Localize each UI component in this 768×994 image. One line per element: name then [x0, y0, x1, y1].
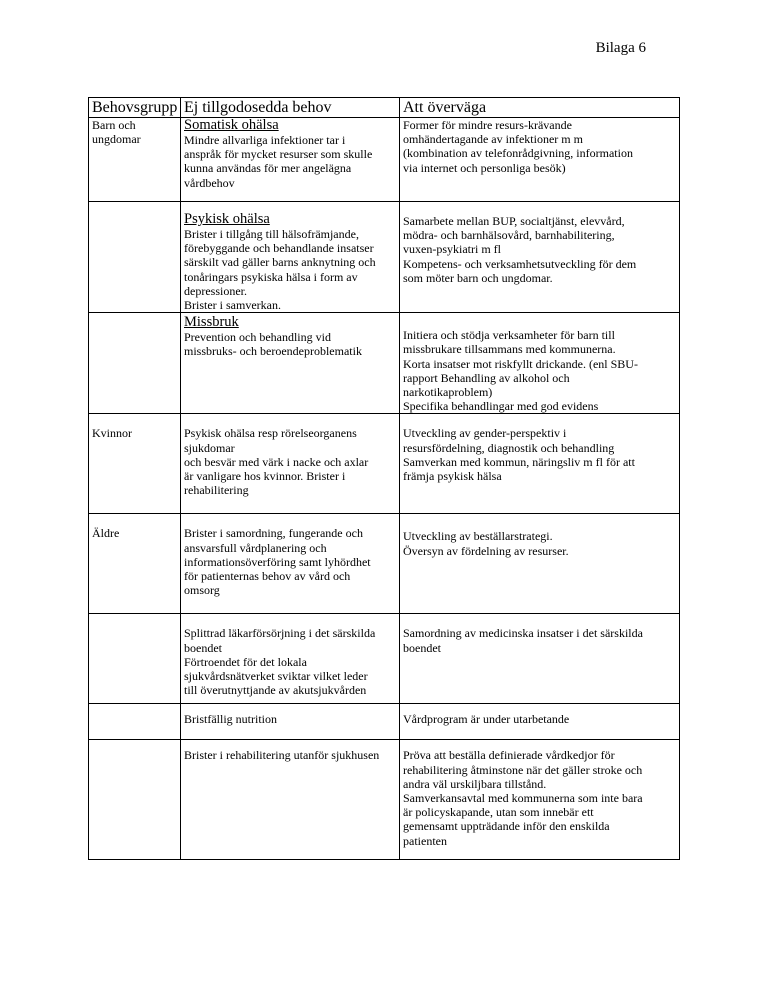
group-label: Barn och ungdomar [92, 118, 141, 147]
group-label: Äldre [92, 526, 120, 541]
page-header: Bilaga 6 [595, 40, 646, 56]
need-cell [181, 118, 400, 202]
need-text: Brister i samordning, fungerande och ansvarsfull vårdplanering och informationsöverföring samt lyhördhet för patienternas behov av vård och omsorg [184, 526, 371, 598]
consider-cell [400, 313, 680, 414]
consider-text: Pröva att beställa definierade vårdkedjor för rehabilitering åtminstone när det gäller stroke och andra väl urskiljbara tillstånd. Samverkansavtal med kommunerna som inte bara är policyskapande, utan som innebär ett gemensamt uppträdande inför den enskilda patienten [403, 748, 643, 848]
need-cell [181, 202, 400, 313]
consider-text: Utveckling av gender-perspektiv i resursfördelning, diagnostik och behandling Samverkan med kommun, näringsliv m fl för att främja psykisk hälsa [403, 426, 635, 484]
consider-text: Initiera och stödja verksamheter för barn till missbrukare tillsammans med kommunerna. Korta insatser mot riskfyllt drickande. (enl SBU- rapport Behandling av alkohol och narkotikaproblem) Specifika behandlingar med god evidens [403, 328, 638, 414]
group-cell [89, 514, 181, 614]
consider-cell [400, 704, 680, 740]
consider-cell [400, 740, 680, 860]
group-cell [89, 704, 181, 740]
consider-cell [400, 414, 680, 514]
consider-text: Vårdprogram är under utarbetande [403, 712, 570, 727]
subheading: Somatisk ohälsa [184, 117, 279, 133]
need-cell [181, 313, 400, 414]
need-text: Mindre allvarliga infektioner tar i anspråk för mycket resurser som skulle kunna användas för mer angelägna vårdbehov [184, 133, 373, 190]
consider-cell [400, 118, 680, 202]
header-att-overvaga: Att överväga [400, 98, 680, 118]
table-header-row [89, 98, 680, 118]
group-cell [89, 202, 181, 313]
group-cell [89, 414, 181, 514]
need-cell [181, 414, 400, 514]
table-row [89, 313, 680, 414]
group-cell [89, 313, 181, 414]
need-text: Brister i tillgång till hälsofrämjande, förebyggande och behandlande insatser särskilt vad gäller barns anknytning och tonåringars psykiska hälsa i form av depressioner. Brister i samverkan. [184, 227, 376, 313]
group-cell [89, 740, 181, 860]
need-text: Prevention och behandling vid missbruks- och beroendeproblematik [184, 330, 362, 359]
consider-text: Former för mindre resurs-krävande omhändertagande av infektioner m m (kombination av telefonrådgivning, information via internet och personliga besök) [403, 118, 633, 175]
need-text: Psykisk ohälsa resp rörelseorganens sjukdomar och besvär med värk i nacke och axlar är vanligare hos kvinnor. Brister i rehabilitering [184, 426, 369, 498]
consider-cell [400, 202, 680, 313]
consider-text: Utveckling av beställarstrategi. Översyn av fördelning av resurser. [403, 529, 569, 558]
table-row [89, 202, 680, 313]
header-ej-tillgodosedda-behov: Ej tillgodosedda behov [181, 98, 400, 118]
needs-table [88, 97, 680, 860]
consider-text: Samordning av medicinska insatser i det särskilda boendet [403, 626, 643, 655]
need-cell [181, 740, 400, 860]
need-text: Brister i rehabilitering utanför sjukhusen [184, 748, 380, 763]
need-cell [181, 514, 400, 614]
group-label: Kvinnor [92, 426, 132, 441]
table-row [89, 118, 680, 202]
table-row [89, 614, 680, 704]
group-cell [89, 118, 181, 202]
need-text: Bristfällig nutrition [184, 712, 277, 727]
subheading: Missbruk [184, 314, 239, 331]
consider-text: Samarbete mellan BUP, socialtjänst, elevvård, mödra- och barnhälsovård, barnhabilitering, vuxen-psykiatri m fl Kompetens- och verksamhetsutveckling för dem som möter barn och ungdomar. [403, 214, 637, 285]
need-cell [181, 704, 400, 740]
subheading: Psykisk ohälsa [184, 211, 270, 227]
table-row [89, 704, 680, 740]
need-cell [181, 614, 400, 704]
table-row [89, 514, 680, 614]
table-row [89, 740, 680, 860]
need-text: Splittrad läkarförsörjning i det särskilda boendet Förtroendet för det lokala sjukvårdsnätverket sviktar vilket leder till överutnyttjande av akutsjukvården [184, 626, 376, 698]
consider-cell [400, 514, 680, 614]
table-row [89, 414, 680, 514]
group-cell [89, 614, 181, 704]
header-behovsgrupp: Behovsgrupp [89, 98, 181, 118]
consider-cell [400, 614, 680, 704]
